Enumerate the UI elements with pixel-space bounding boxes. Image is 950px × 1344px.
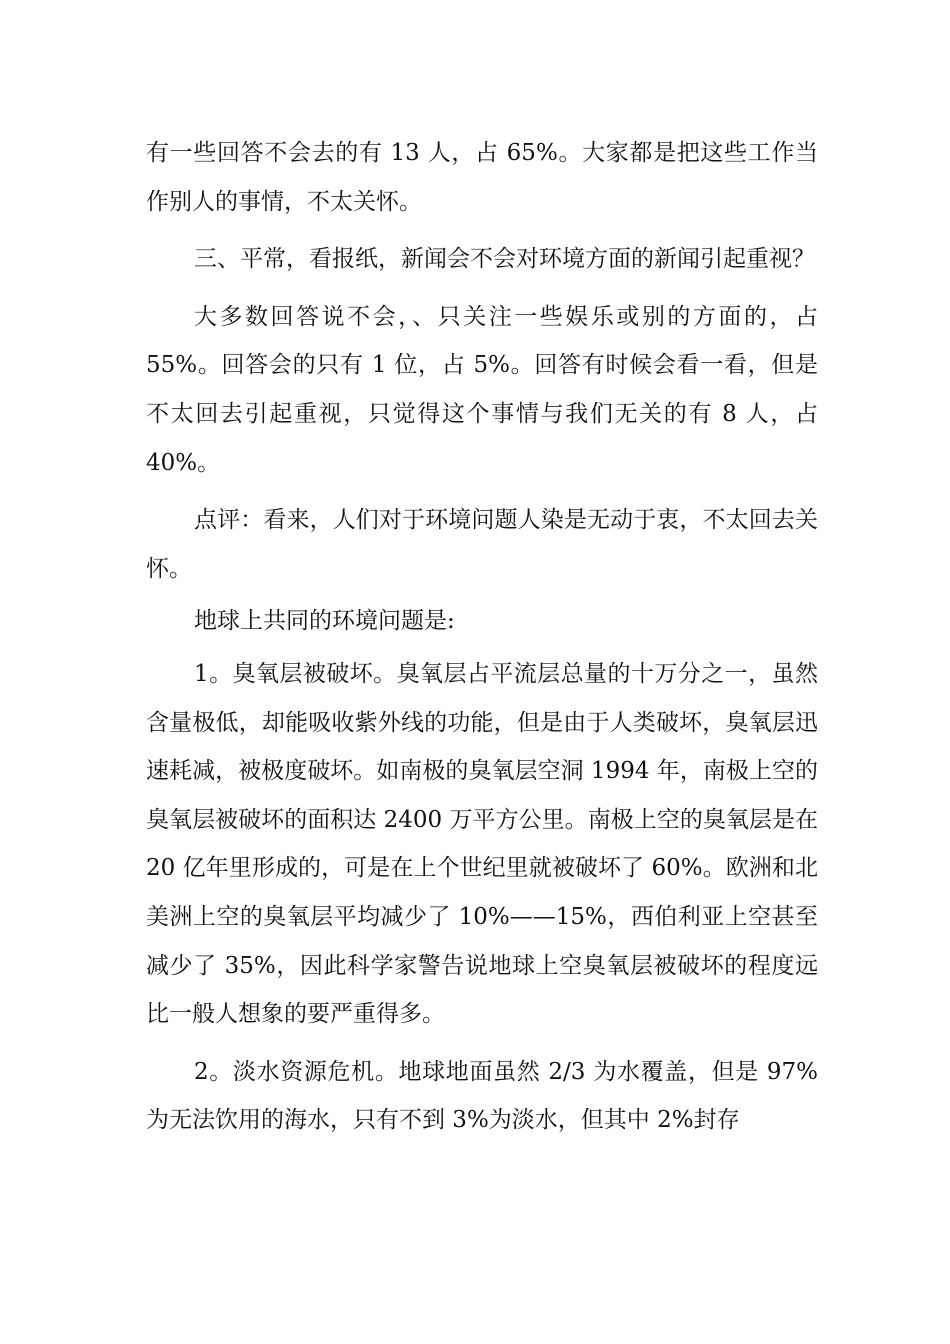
paragraph-ozone-layer: 1。臭氧层被破坏。臭氧层占平流层总量的十万分之一，虽然含量极低，却能吸收紫外线的功能，但是由于人类破坏，臭氧层迅速耗减，被极度破坏。如南极的臭氧层空洞 1994 年，南极上空的臭氧层被破坏的面积达 2400 万平方公里。南极上空的臭氧层是在 20 亿年里形成的，可是在上个世纪里就被破坏了 60%。欧洲和北美洲上空的臭氧层平均减少了 10%——15%，西伯利亚上空甚至减少了 35%，因此科学家警告说地球上空臭氧层被破坏的程度远比一般人想象的要严重得多。 <box>146 660 818 1028</box>
paragraph-section-heading: 地球上共同的环境问题是: <box>194 608 455 635</box>
paragraph-comment: 点评：看来，人们对于环境问题人染是无动于衷，不太回去关怀。 <box>146 507 818 582</box>
paragraph-survey-result-3: 大多数回答说不会，、只关注一些娱乐或别的方面的，占 55%。回答会的只有 1 位，占 5%。回答有时候会看一看，但是不太回去引起重视，只觉得这个事情与我们无关的有 8 人，占 40%。 <box>146 303 818 476</box>
paragraph-freshwater-crisis: 2。淡水资源危机。地球地面虽然 2/3 为水覆盖，但是 97%为无法饮用的海水，只有不到 3%为淡水，但其中 2%封存 <box>146 1058 818 1134</box>
paragraph-survey-result-1: 有一些回答不会去的有 13 人，占 65%。大家都是把这些工作当作别人的事情，不太关怀。 <box>146 140 818 215</box>
paragraph-question-3: 三、平常，看报纸，新闻会不会对环境方面的新闻引起重视？ <box>194 246 815 273</box>
document-body <box>146 129 818 1145</box>
